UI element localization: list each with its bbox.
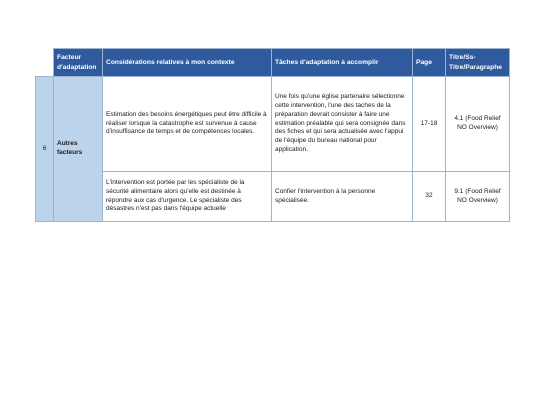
tasks-cell: Une fois qu'une église partenaire sélectionne cette intervention, l'une des taches de la préparation devrait consister à faire une estimation préalable qui sera consignée dans des fiches et qui sera actualisée avec l'appui de l'équipe du bureau national pour application. [272, 77, 413, 172]
header-tasks: Tâches d'adaptation à accomplir [272, 49, 413, 77]
header-blank-cell [36, 49, 54, 77]
considerations-cell: Estimation des besoins énergétiques peut être difficile à réaliser lorsque la catastrophe est survenue à cause d'insuffisance de temps et de compétences locales. [103, 77, 272, 172]
title-cell: 4.1 (Food Relief NO Overview) [446, 77, 510, 172]
tasks-cell: Confier l'intervention à la personne spécialisée. [272, 172, 413, 222]
row-index: 6 [36, 77, 54, 222]
header-row [36, 49, 510, 77]
considerations-cell: L'intervention est portée par les spécialiste de la sécurité alimentaire alors qu'elle est destinée à répondre aux cas d'urgence. Le spécialiste des désastres n'est pas dans l'équipe actuelle [103, 172, 272, 222]
header-factor: Facteur d'adaptation [54, 49, 103, 77]
page-cell: 32 [413, 172, 446, 222]
table-row [36, 172, 510, 222]
page-cell: 17-18 [413, 77, 446, 172]
adaptation-table [35, 48, 510, 222]
title-cell: 9.1 (Food Relief NO Overview) [446, 172, 510, 222]
header-considerations: Considérations relatives à mon contexte [103, 49, 272, 77]
factor-label: Autres facteurs [54, 77, 103, 222]
header-title: Titre/Ss-Titre/Paragraphe [446, 49, 510, 77]
table-row [36, 77, 510, 172]
header-page: Page [413, 49, 446, 77]
